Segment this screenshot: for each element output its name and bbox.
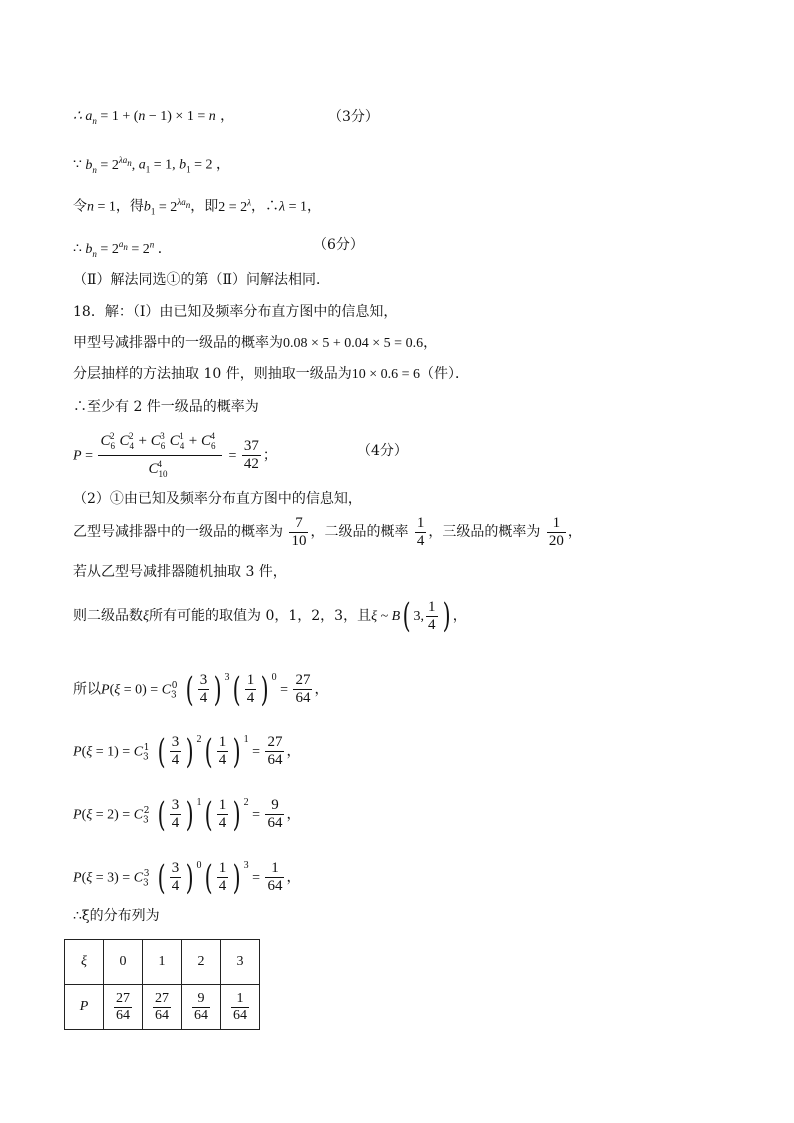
- formula-bn-def: ∵ $b_n = 2^{\lambda a_n}$, $a_1 = 1$, $b_1 = 2$ ，: [73, 155, 231, 175]
- q18-binomial: 则二级品数ξ所有可能的取值为 0，1，2，3，且ξ ~ B( 3, $\frac{1}{4}$ ) ，: [73, 596, 467, 636]
- score-6: （6分）: [313, 237, 364, 253]
- q18-part2-intro: （2）①由已知及频率分布直方图中的信息知，: [73, 491, 362, 507]
- q18-draw-3: 若从乙型号减排器随机抽取 3 件，: [73, 564, 287, 580]
- q18-first-grade-prob: 甲型号减排器中的一级品的概率为0.08 × 5 + 0.04 × 5 = 0.6，: [73, 335, 438, 351]
- table-header-cell: 2: [182, 940, 221, 985]
- formula-p-xi-1: $P(\xi = 1) = C_3^1$ ( $\frac{3}{4}$ ) $^2$( $\frac{1}{4}$ ) $^1$ = $\frac{27}{64}$ ，: [73, 731, 301, 772]
- formula-bn-result: ∴ $b_n = 2^{a_n} = 2^n$ ．: [73, 239, 172, 259]
- distribution-table: [64, 939, 260, 1030]
- distribution-caption: ∴ξ的分布列为: [73, 908, 160, 924]
- formula-p-at-least-2: P = $\frac{C_6^2 C_4^2 + C_6^3 C_4^1 + C_6^4}{C_{10}^4}$ = $\frac{37}{42}$ ；: [73, 428, 277, 483]
- part-ii-note: （Ⅱ）解法同选①的第（Ⅱ）问解法相同．: [73, 272, 331, 288]
- q18-at-least-2: ∴至少有 2 件一级品的概率为: [73, 399, 259, 415]
- result-fraction-37-42: $\frac{37}{42}$: [243, 438, 259, 472]
- formula-p-xi-3: $P(\xi = 3) = C_3^3$ ( $\frac{3}{4}$ ) $^0$( $\frac{1}{4}$ ) $^3$ = $\frac{1}{64}$ ，: [73, 857, 301, 898]
- formula-lambda: 令n = 1，得$b_1 = 2^{\lambda a_n}$，即$2 = 2^\lambda$，∴λ = 1，: [73, 197, 322, 217]
- q18-grade-probs: 乙型号减排器中的一级品的概率为 $\frac{7}{10}$ ，二级品的概率 $\frac{1}{4}$ ，三级品的概率为 $\frac{1}{20}$ ，: [73, 514, 582, 549]
- formula-p-xi-0: 所以$P(\xi = 0) = C_3^0$ ( $\frac{3}{4}$ ) $^3$( $\frac{1}{4}$ ) $^0$ = $\frac{27}{64}$ ，: [73, 669, 329, 710]
- table-header-cell: 0: [104, 940, 143, 985]
- table-cell: $\frac{9}{64}$: [182, 985, 221, 1030]
- table-row-label: P: [65, 985, 104, 1030]
- table-cell: $\frac{27}{64}$: [143, 985, 182, 1030]
- score-3: （3分）: [328, 109, 379, 125]
- table-header-cell: ξ: [65, 940, 104, 985]
- q18-intro: 18．解：（Ⅰ）由已知及频率分布直方图中的信息知，: [73, 304, 398, 320]
- fraction-second-grade: $\frac{1}{4}$: [416, 514, 425, 549]
- fraction-third-grade: $\frac{1}{20}$: [548, 514, 564, 549]
- formula-an: ∴ $a_n = 1 + (n - 1) \times 1 = n$ ，: [73, 108, 235, 126]
- combination-fraction: $\frac{C_6^2 C_4^2 + C_6^3 C_4^1 + C_6^4}{C_{10}^4}$: [98, 428, 222, 483]
- table-header-cell: 1: [143, 940, 182, 985]
- table-cell: $\frac{27}{64}$: [104, 985, 143, 1030]
- q18-stratified: 分层抽样的方法抽取 10 件，则抽取一级品为10 × 0.6 = 6（件）．: [73, 366, 470, 382]
- table-header-cell: 3: [221, 940, 260, 985]
- table-row: [65, 985, 260, 1030]
- fraction-first-grade: $\frac{7}{10}$: [291, 514, 307, 549]
- table-cell: $\frac{1}{64}$: [221, 985, 260, 1030]
- formula-p-xi-2: $P(\xi = 2) = C_3^2$ ( $\frac{3}{4}$ ) $^1$( $\frac{1}{4}$ ) $^2$ = $\frac{9}{64}$ ，: [73, 794, 301, 835]
- score-4: （4分）: [357, 443, 408, 459]
- table-row: [65, 940, 260, 985]
